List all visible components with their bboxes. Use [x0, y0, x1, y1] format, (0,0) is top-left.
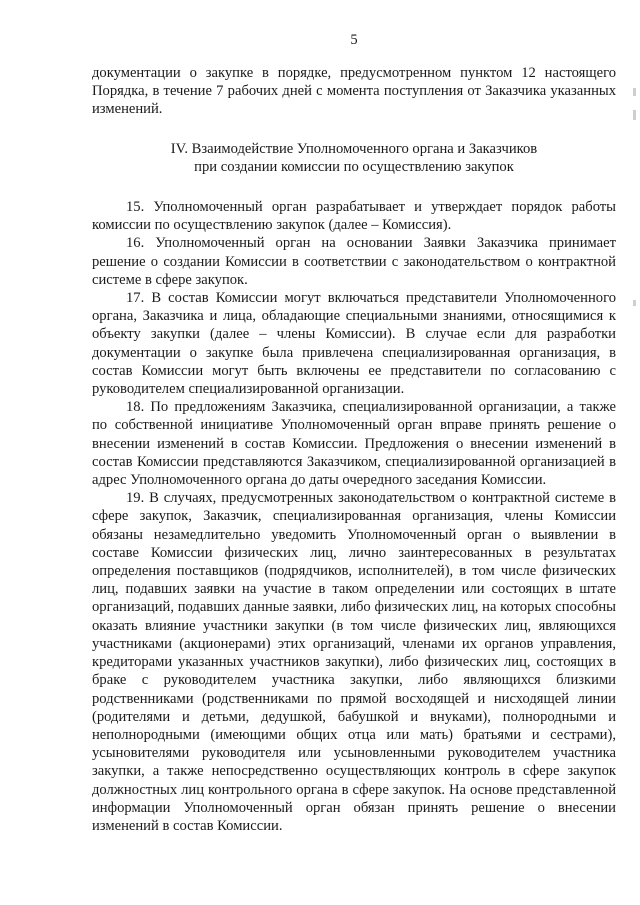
- scan-edge-mark: [633, 300, 636, 306]
- scan-edge-mark: [633, 88, 636, 96]
- paragraph-16: 16. Уполномоченный орган на основании Заявки Заказчика принимает решение о создании Комиссии в соответствии с законодательством о контрактной системе в сфере закупок.: [92, 235, 616, 288]
- section-heading: [92, 140, 616, 176]
- page-number: 5: [350, 32, 358, 48]
- scan-edge-mark: [633, 110, 636, 120]
- section-title-line-2: при создании комиссии по осуществлению закупок: [194, 158, 514, 175]
- section-title-line-1: IV. Взаимодействие Уполномоченного органа и Заказчиков: [170, 140, 538, 157]
- paragraph-15: 15. Уполномоченный орган разрабатывает и утверждает порядок работы комиссии по осуществлению закупок (далее – Комиссия).: [92, 199, 616, 234]
- paragraph-17: 17. В состав Комиссии могут включаться представители Уполномоченного органа, Заказчика и лица, обладающие специальными знаниями, относящимися к объекту закупки (далее – члены Комиссии). В случае если для разработки документации о закупке была привлечена специализированная организация, в состав Комиссии могут быть включены ее представители по согласованию с руководителем специализированной организации.: [92, 290, 616, 398]
- intro-paragraph: документации о закупке в порядке, предусмотренном пунктом 12 настоящего Порядка, в течение 7 рабочих дней с момента поступления от Заказчика указанных изменений.: [92, 65, 616, 118]
- paragraph-19: 19. В случаях, предусмотренных законодательством о контрактной системе в сфере закупок, Заказчик, специализированная организация, члены Комиссии обязаны незамедлительно уведомить Уполномоченный орган о выявлении в составе Комиссии физических лиц, лично заинтересованных в результатах определения поставщиков (подрядчиков, исполнителей), в том числе физических лиц, подавших заявки на участие в таком определении или состоящих в штате организаций, подавших данные заявки, либо физических лиц, на которых способны оказать влияние участники закупки (в том числе физических лиц, являющихся участниками (акционерами) этих организаций, членами их органов управления, кредиторами указанных участников закупки), либо физических лиц, состоящих в браке с руководителем участника закупки, либо являющихся близкими родственниками (родственниками по прямой восходящей и нисходящей линии (родителями и детьми, дедушкой, бабушкой и внуками), полнородными и неполнородными (имеющими общих отца или мать) братьями и сестрами), усыновителями руководителя или усыновленными руководителем участника закупки, а также непосредственно осуществляющих контроль в сфере закупок должностных лиц контрольного органа в сфере закупок. На основе представленной информации Уполномоченный орган обязан принять решение о внесении изменений в состав Комиссии.: [92, 490, 616, 834]
- document-body: [92, 64, 616, 835]
- paragraph-18: 18. По предложениям Заказчика, специализированной организации, а также по собственной инициативе Уполномоченный орган вправе принять решение о внесении изменений в состав Комиссии. Предложения о внесении изменений в состав Комиссии представляются Заказчиком, специализированной организацией в адрес Уполномоченного органа до даты очередного заседания Комиссии.: [92, 399, 616, 489]
